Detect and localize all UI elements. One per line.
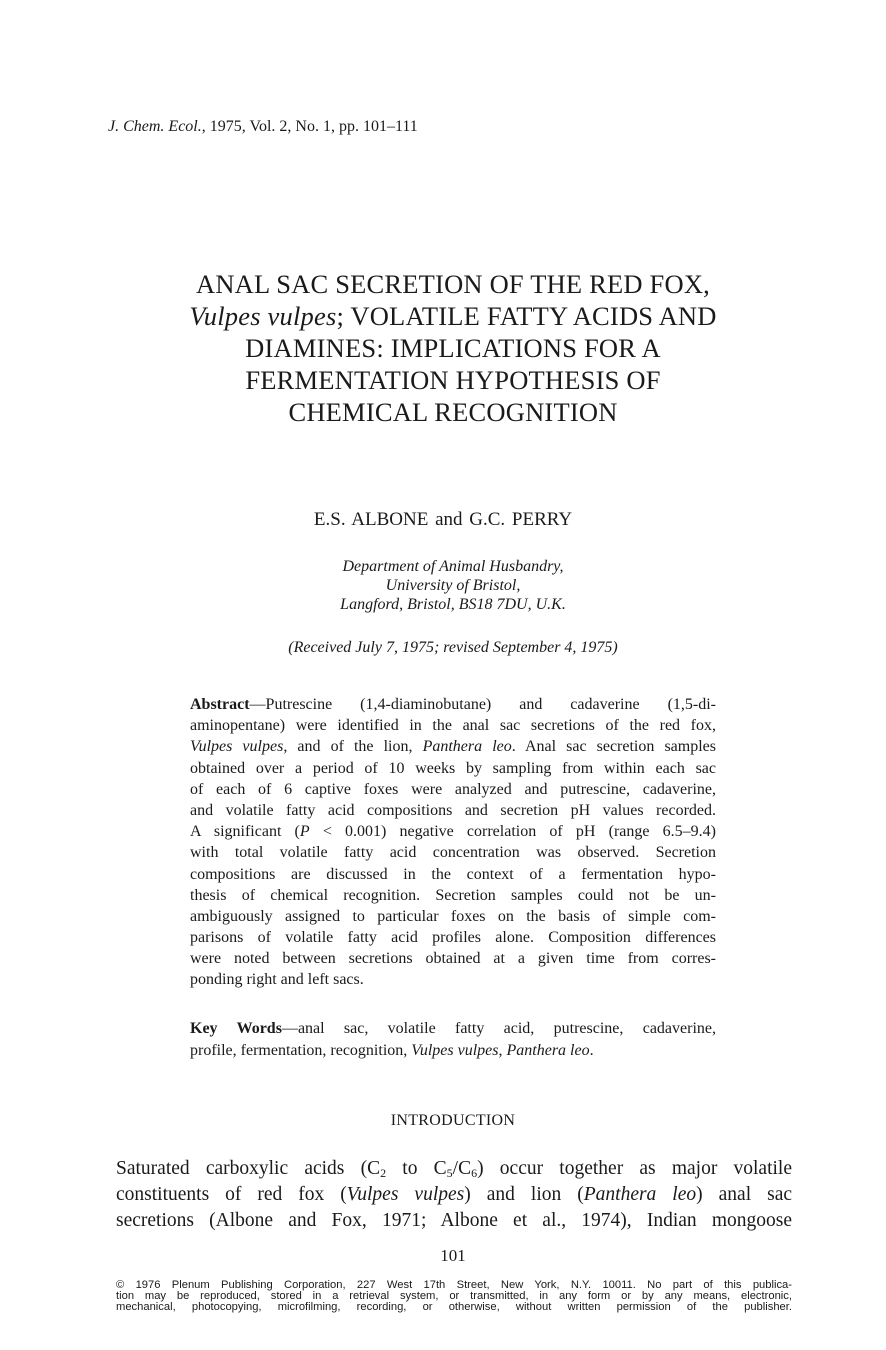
abstract-line: were noted between secretions obtained at a given time from corres- [190,950,716,968]
paper-title [120,268,786,428]
journal-name: J. Chem. Ecol. [108,118,202,135]
abstract-line: Abstract—Putrescine (1,4-diaminobutane) and cadaverine (1,5-di- [190,696,716,713]
page-number: 101 [440,1246,466,1265]
keywords [190,1018,716,1062]
received-dates: (Received July 7, 1975; revised September 4, 1975) [288,639,618,656]
title-line-1: ANAL SAC SECRETION OF THE RED FOX, [195,269,710,299]
title-line-2: Vulpes vulpes; VOLATILE FATTY ACIDS AND [189,301,717,331]
body-line: Saturated carboxylic acids ($C_2$ to $C_5/C_6$) occur together as major volatile [116,1158,792,1180]
abstract-line: compositions are discussed in the context of a fermentation hypo- [190,865,716,883]
title-line-3: DIAMINES: IMPLICATIONS FOR A [245,333,661,363]
title-species: Vulpes vulpes [189,301,337,331]
abstract-line: ambiguously assigned to particular foxes on the basis of simple com- [190,907,716,925]
copyright-line: © 1976 Plenum Publishing Corporation, 227 West 17th Street, New York, N.Y. 10011. No part of this publica- [116,1279,792,1291]
abstract-line: of each of 6 captive foxes were analyzed and putrescine, cadaverine, [190,780,716,798]
title-line-4: FERMENTATION HYPOTHESIS OF [245,365,661,395]
abstract-line: thesis of chemical recognition. Secretion samples could not be un- [190,886,716,904]
abstract-line: with total volatile fatty acid concentration was observed. Secretion [190,844,716,862]
body-line: secretions (Albone and Fox, 1971; Albone et al., 1974), Indian mongoose [116,1210,792,1231]
copyright-line: tion may be reproduced, stored in a retrieval system, or transmitted, in any form or by any means, electronic, [116,1290,792,1302]
abstract-line: Vulpes vulpes, and of the lion, Panthera leo. Anal sac secretion samples [190,738,717,756]
keywords-line: profile, fermentation, recognition, Vulpes vulpes, Panthera leo. [190,1042,594,1059]
introduction-heading: INTRODUCTION [390,1112,516,1129]
abstract-line: and volatile fatty acid compositions and secretion pH values recorded. [190,801,716,819]
affiliation [0,557,886,614]
body-line: constituents of red fox (Vulpes vulpes) and lion (Panthera leo) anal sac [116,1184,793,1205]
abstract-label: Abstract [190,696,250,713]
citation-details: , 1975, Vol. 2, No. 1, pp. 101–111 [201,118,418,135]
copyright-line: mechanical, photocopying, microfilming, recording, or otherwise, without written permission of the publisher. [116,1301,792,1313]
abstract [190,694,716,991]
abstract-line: A significant (P < 0.001) negative correlation of pH (range 6.5–9.4) [190,823,716,841]
keywords-label: Key Words [190,1020,282,1037]
abstract-line: obtained over a period of 10 weeks by sampling from within each sac [190,759,716,777]
affiliation-line-2: University of Bristol, [385,577,521,594]
abstract-line: ponding right and left sacs. [190,971,364,989]
introduction-body [116,1156,792,1234]
keywords-line: Key Words—anal sac, volatile fatty acid, putrescine, cadaverine, [190,1020,716,1037]
affiliation-line-1: Department of Animal Husbandry, [342,558,564,575]
copyright-notice [116,1280,792,1313]
authors: E.S. ALBONE and G.C. PERRY [313,509,573,530]
journal-citation [108,118,418,136]
abstract-line: aminopentane) were identified in the anal sac secretions of the red fox, [190,717,716,735]
affiliation-line-3: Langford, Bristol, BS18 7DU, U.K. [340,596,566,613]
abstract-line: parisons of volatile fatty acid profiles alone. Composition differences [190,929,716,947]
title-line-5: CHEMICAL RECOGNITION [288,397,618,427]
